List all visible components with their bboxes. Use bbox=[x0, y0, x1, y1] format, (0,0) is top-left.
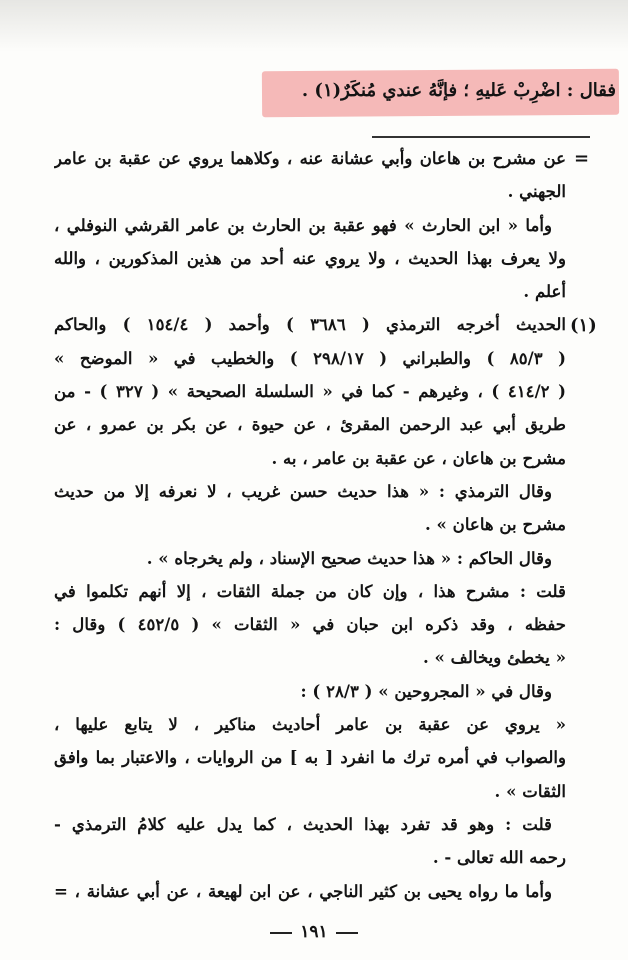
page-footer bbox=[0, 922, 628, 942]
footnote-line: الثقات » . bbox=[494, 780, 566, 801]
footnote-line: ( ٨٥/٣ ) والطبراني ( ٢٩٨/١٧ ) والخطيب في « الموضح » bbox=[54, 347, 566, 368]
footnote-line: وأما « ابن الحارث » فهو عقبة بن الحارث بن عامر القرشي النوفلي ، bbox=[54, 214, 552, 235]
footer-dash bbox=[336, 932, 358, 934]
footnote-line: حفظه ، وقد ذكره ابن حبان في « الثقات » ( ٤٥٢/٥ ) وقال : bbox=[54, 614, 566, 635]
footnote-line: « يروي عن عقبة بن عامر أحاديث مناكير ، لا يتابع عليها ، bbox=[54, 714, 566, 735]
footnote-line: ( ٤١٤/٢ ) ، وغيرهم - كما في « السلسلة الصحيحة » ( ٣٢٧ ) - من bbox=[54, 381, 566, 402]
footnote-line: والصواب في أمره ترك ما انفرد [ به ] من الروايات ، والاعتبار بما وافق bbox=[54, 747, 566, 768]
footnote-line: مشرح بن هاعان » . bbox=[424, 514, 566, 535]
footnote-line: الحديث أخرجه الترمذي ( ٣٦٨٦ ) وأحمد ( ١٥٤/٤ ) والحاكم bbox=[54, 314, 566, 335]
footnote-line: وقال في « المجروحين » ( ٢٨/٣ ) : bbox=[300, 680, 552, 701]
footer-dash bbox=[270, 932, 292, 934]
footnote-line: الجهني . bbox=[507, 181, 566, 202]
main-text-line: فقال : اضْرِبْ عَليهِ ؛ فإنَّهُ عندي مُنكَرٌ(١) . bbox=[301, 80, 616, 101]
footnote-line: رحمه الله تعالى - . bbox=[432, 847, 566, 868]
footnote-separator bbox=[372, 136, 590, 138]
scan-shadow bbox=[0, 0, 628, 52]
footnote-line: طريق أبي عبد الرحمن المقرئ ، عن حيوة ، عن بكر بن عمرو ، عن bbox=[54, 414, 566, 435]
footnote-line: أعلم . bbox=[523, 281, 566, 302]
footnote-line: مشرح بن هاعان ، عن عقبة بن عامر ، به . bbox=[271, 447, 566, 468]
footnote-line: « يخطئ ويخالف » . bbox=[422, 647, 566, 668]
page-number: ١٩١ bbox=[300, 922, 328, 942]
footnote-line: قلت : مشرح هذا ، وإن كان من جملة الثقات ، إلا أنهم تكلموا في bbox=[54, 580, 566, 601]
footnote-line: وأما ما رواه يحيى بن كثير الناجي ، عن ابن لهيعة ، عن أبي عشانة ، = bbox=[54, 880, 552, 901]
footnote-line: عن مشرح بن هاعان وأبي عشانة عنه ، وكلاهما يروي عن عقبة بن عامر bbox=[54, 148, 566, 168]
footnote-line: وقال الترمذي : « هذا حديث حسن غريب ، لا نعرفه إلا من حديث bbox=[54, 480, 552, 501]
footnote-line: وقال الحاكم : « هذا حديث صحيح الإسناد ، ولم يخرجاه » . bbox=[146, 547, 552, 568]
footnote-line: قلت : وهو قد تفرد بهذا الحديث ، كما يدل عليه كلامُ الترمذي - bbox=[54, 813, 552, 834]
continuation-mark: = bbox=[574, 148, 590, 169]
footnote-number: (١) bbox=[570, 315, 597, 336]
footnotes-body bbox=[54, 142, 566, 908]
footnote-line: ولا يعرف بهذا الحديث ، ولا يروي عنه أحد من هذين المذكورين ، والله bbox=[54, 247, 566, 268]
